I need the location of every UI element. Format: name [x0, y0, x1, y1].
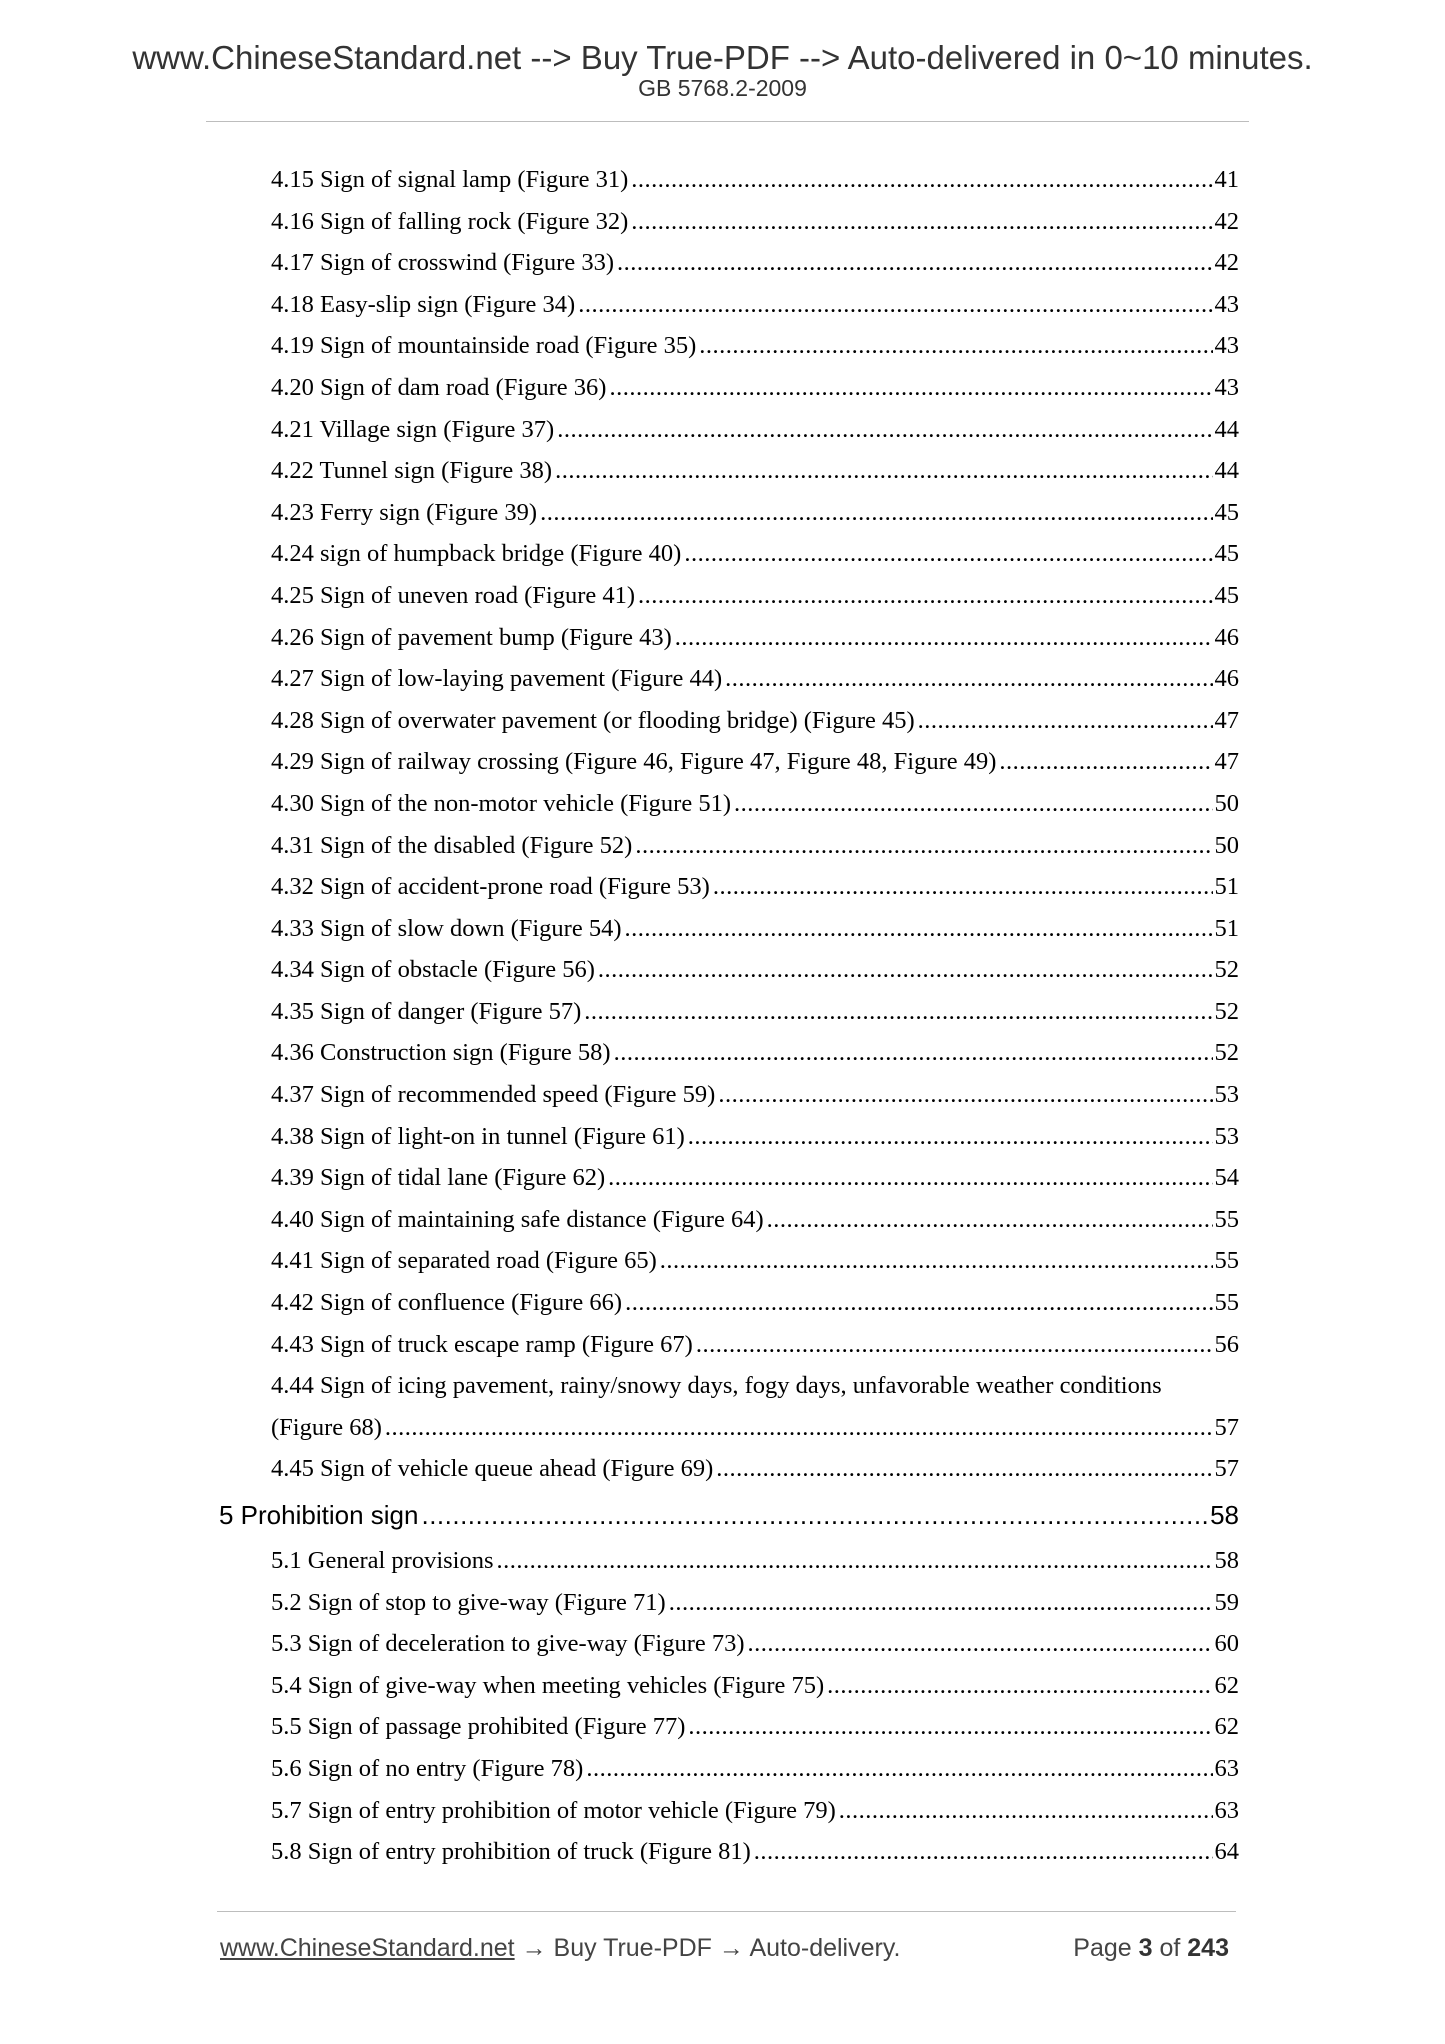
toc-entry-title: 4.42 Sign of confluence (Figure 66): [271, 1289, 623, 1317]
toc-entry-page: 46: [1214, 623, 1239, 651]
leader-dots: [748, 1623, 1213, 1665]
leader-dots: [734, 783, 1213, 825]
toc-entry[interactable]: [271, 325, 1239, 367]
arrow-right-icon: →: [521, 1934, 547, 1962]
toc-entry-title: 5.3 Sign of deceleration to give-way (Figure 73): [271, 1630, 745, 1658]
toc-entry-title: 4.25 Sign of uneven road (Figure 41): [271, 581, 636, 609]
toc-entry-title: (Figure 68): [271, 1413, 382, 1441]
toc-entry[interactable]: [271, 1623, 1239, 1665]
toc-entry[interactable]: [271, 1365, 1239, 1407]
delivery-text: Auto-delivery.: [749, 1934, 901, 1962]
leader-dots: [999, 741, 1212, 783]
toc-entry[interactable]: [271, 409, 1239, 451]
toc-entry-page: 53: [1214, 1081, 1239, 1109]
toc-entry-title: 4.15 Sign of signal lamp (Figure 31): [271, 166, 629, 193]
toc-entry[interactable]: [271, 367, 1239, 409]
leader-dots: [614, 1032, 1213, 1074]
toc-entry[interactable]: [271, 1282, 1239, 1324]
toc-entry-title: 4.19 Sign of mountainside road (Figure 35): [271, 332, 697, 360]
toc-entry[interactable]: [271, 1324, 1239, 1366]
toc-entry-title: 4.43 Sign of truck escape ramp (Figure 67): [271, 1330, 693, 1358]
toc-entry-page: 45: [1214, 540, 1239, 568]
toc-entry-title: 4.36 Construction sign (Figure 58): [271, 1039, 611, 1067]
toc-entry-title: 4.20 Sign of dam road (Figure 36): [271, 373, 607, 401]
toc-entry[interactable]: [271, 1665, 1239, 1707]
toc-entry-page: 47: [1214, 706, 1239, 734]
toc-entry-title: 4.23 Ferry sign (Figure 39): [271, 498, 538, 526]
leader-dots: [584, 991, 1212, 1033]
toc-entry-title: 4.32 Sign of accident-prone road (Figure 53): [271, 873, 710, 901]
toc-entry[interactable]: [271, 1074, 1239, 1116]
chapter-page: 58: [1210, 1500, 1239, 1530]
toc-entry-page: 55: [1214, 1247, 1239, 1275]
of-label: of: [1159, 1934, 1181, 1962]
leader-dots: [669, 1582, 1213, 1624]
toc-entry-page: 45: [1214, 498, 1239, 526]
toc-entry[interactable]: [271, 783, 1239, 825]
toc-entry[interactable]: [271, 1748, 1239, 1790]
toc-entry[interactable]: [271, 575, 1239, 617]
leader-dots: [625, 1282, 1212, 1324]
leader-dots: [725, 658, 1212, 700]
toc-entry-page: 56: [1214, 1330, 1239, 1358]
toc-entry-page: 64: [1214, 1838, 1239, 1866]
leader-dots: [918, 700, 1213, 742]
table-of-contents: [0, 159, 1445, 1873]
toc-entry[interactable]: [271, 991, 1239, 1033]
toc-entry[interactable]: [271, 700, 1239, 742]
total-pages: 243: [1187, 1934, 1229, 1962]
toc-entry[interactable]: [271, 1831, 1239, 1873]
leader-dots: [578, 284, 1212, 326]
site-banner: www.ChineseStandard.net --> Buy True-PDF --> Auto-delivered in 0~10 minutes.: [132, 39, 1313, 76]
toc-entry-title: 4.45 Sign of vehicle queue ahead (Figure 69): [271, 1455, 714, 1483]
toc-entry-page: 50: [1214, 789, 1239, 817]
leader-dots: [635, 825, 1212, 867]
leader-dots: [385, 1407, 1213, 1449]
toc-entry[interactable]: [271, 1582, 1239, 1624]
leader-dots: [624, 908, 1212, 950]
footer-promo: [220, 1928, 900, 1968]
toc-entry-title: 4.24 sign of humpback bridge (Figure 40): [271, 540, 682, 568]
leader-dots: [631, 201, 1212, 243]
toc-entry[interactable]: [271, 533, 1239, 575]
standard-number: GB 5768.2-2009: [638, 75, 807, 101]
leader-dots: [718, 1074, 1212, 1116]
toc-entry[interactable]: [271, 617, 1239, 659]
toc-entry[interactable]: [271, 741, 1239, 783]
toc-entry-title: 4.17 Sign of crosswind (Figure 33): [271, 249, 614, 277]
toc-entry-page: 60: [1214, 1630, 1239, 1658]
toc-entry-continuation[interactable]: [271, 1407, 1239, 1449]
toc-entry[interactable]: [271, 908, 1239, 950]
toc-entry-title: 5.7 Sign of entry prohibition of motor vehicle (Figure 79): [271, 1796, 836, 1824]
toc-entry-page: 43: [1214, 373, 1239, 401]
toc-entry-title: 4.39 Sign of tidal lane (Figure 62): [271, 1164, 606, 1192]
toc-entry-page: 52: [1214, 1039, 1239, 1067]
toc-entry-page: 57: [1214, 1455, 1239, 1483]
toc-entry[interactable]: [271, 1240, 1239, 1282]
toc-entry-title: 4.26 Sign of pavement bump (Figure 43): [271, 623, 672, 651]
leader-dots: [555, 450, 1212, 492]
toc-entry[interactable]: [271, 1448, 1239, 1490]
leader-dots: [716, 1448, 1212, 1490]
toc-entry-title: 5.4 Sign of give-way when meeting vehicles (Figure 75): [271, 1671, 825, 1699]
leader-dots: [608, 1157, 1212, 1199]
buy-text: Buy True-PDF: [553, 1934, 712, 1962]
toc-entry-title: 4.34 Sign of obstacle (Figure 56): [271, 956, 595, 984]
toc-entry-page: 43: [1214, 290, 1239, 318]
toc-entry[interactable]: [271, 1790, 1239, 1832]
leader-dots: [631, 159, 1212, 201]
leader-dots: [586, 1748, 1212, 1790]
toc-entry[interactable]: [271, 159, 1239, 201]
arrow-right-icon: →: [718, 1934, 744, 1962]
toc-entry-title: 5.1 General provisions: [271, 1547, 494, 1574]
leader-dots: [557, 409, 1212, 451]
toc-entry[interactable]: [271, 1032, 1239, 1074]
toc-entry-page: 55: [1214, 1289, 1239, 1317]
leader-dots: [598, 949, 1213, 991]
toc-entry-title: 4.33 Sign of slow down (Figure 54): [271, 914, 622, 942]
toc-entry-title: 4.29 Sign of railway crossing (Figure 46, Figure 47, Figure 48, Figure 49): [271, 748, 997, 776]
toc-entry-page: 42: [1214, 249, 1239, 277]
toc-entry[interactable]: [271, 492, 1239, 534]
toc-chapter-heading[interactable]: [219, 1490, 1239, 1540]
toc-entry-page: 52: [1214, 997, 1239, 1025]
toc-entry-title: 4.31 Sign of the disabled (Figure 52): [271, 831, 633, 859]
leader-dots: [638, 575, 1212, 617]
leader-dots: [699, 325, 1212, 367]
toc-entry[interactable]: [271, 1706, 1239, 1748]
toc-entry-page: 58: [1214, 1547, 1239, 1574]
toc-entry-page: 57: [1214, 1413, 1239, 1441]
toc-entry-page: 42: [1214, 207, 1239, 235]
toc-entry-title: 4.30 Sign of the non-motor vehicle (Figure 51): [271, 789, 731, 817]
leader-dots: [540, 492, 1212, 534]
toc-entry[interactable]: [271, 450, 1239, 492]
toc-entry-page: 62: [1214, 1713, 1239, 1741]
leader-dots: [754, 1831, 1213, 1873]
toc-entry-page: 46: [1214, 665, 1239, 693]
toc-entry-title: 5.8 Sign of entry prohibition of truck (Figure 81): [271, 1838, 751, 1866]
toc-entry-page: 50: [1214, 831, 1239, 859]
toc-entry-title: 4.27 Sign of low-laying pavement (Figure 44): [271, 665, 723, 693]
leader-dots: [696, 1324, 1213, 1366]
toc-entry[interactable]: [271, 1157, 1239, 1199]
leader-dots: [497, 1540, 1213, 1582]
leader-dots: [421, 1490, 1208, 1540]
toc-entry-title: 4.35 Sign of danger (Figure 57): [271, 997, 582, 1025]
toc-entry-title: 4.28 Sign of overwater pavement (or flooding bridge) (Figure 45): [271, 706, 915, 734]
page-counter: [1073, 1928, 1229, 1968]
toc-entry-page: 43: [1214, 332, 1239, 360]
toc-entry[interactable]: [271, 658, 1239, 700]
toc-entry-title: 4.22 Tunnel sign (Figure 38): [271, 457, 553, 485]
toc-entry-page: 55: [1214, 1205, 1239, 1233]
toc-entry-page: 47: [1214, 748, 1239, 776]
toc-entry-title: 4.44 Sign of icing pavement, rainy/snowy days, fogy days, unfavorable weather conditions: [271, 1372, 1162, 1400]
page-label: Page: [1073, 1934, 1132, 1962]
toc-entry-page: 51: [1214, 873, 1239, 901]
leader-dots: [609, 367, 1212, 409]
toc-entry-title: 4.37 Sign of recommended speed (Figure 59): [271, 1081, 716, 1109]
toc-entry-title: 4.38 Sign of light-on in tunnel (Figure 61): [271, 1122, 685, 1150]
chapter-title: 5 Prohibition sign: [219, 1500, 419, 1530]
toc-entry-title: 4.21 Village sign (Figure 37): [271, 415, 555, 443]
toc-entry-page: 63: [1214, 1796, 1239, 1824]
leader-dots: [684, 533, 1212, 575]
toc-entry[interactable]: [271, 949, 1239, 991]
header-divider: [206, 121, 1249, 122]
toc-entry[interactable]: [271, 1116, 1239, 1158]
toc-entry-title: 4.41 Sign of separated road (Figure 65): [271, 1247, 657, 1275]
leader-dots: [827, 1665, 1212, 1707]
leader-dots: [617, 242, 1213, 284]
toc-entry-page: 44: [1214, 457, 1239, 485]
leader-dots: [675, 617, 1213, 659]
toc-entry[interactable]: [271, 866, 1239, 908]
toc-entry[interactable]: [271, 284, 1239, 326]
toc-entry-page: 45: [1214, 581, 1239, 609]
leader-dots: [767, 1199, 1213, 1241]
toc-entry[interactable]: [271, 1199, 1239, 1241]
toc-entry-page: 54: [1214, 1164, 1239, 1192]
leader-dots: [688, 1116, 1213, 1158]
leader-dots: [713, 866, 1213, 908]
site-link[interactable]: www.ChineseStandard.net: [220, 1934, 515, 1962]
toc-entry-page: 44: [1214, 415, 1239, 443]
toc-entry-page: 52: [1214, 956, 1239, 984]
toc-entry-title: 4.40 Sign of maintaining safe distance (Figure 64): [271, 1205, 764, 1233]
toc-entry-page: 62: [1214, 1671, 1239, 1699]
toc-entry[interactable]: [271, 242, 1239, 284]
footer-divider: [217, 1911, 1236, 1912]
toc-entry-page: 59: [1214, 1588, 1239, 1616]
page-footer: [0, 1928, 1445, 1968]
toc-entry-page: 51: [1214, 914, 1239, 942]
toc-entry-title: 5.6 Sign of no entry (Figure 78): [271, 1754, 584, 1782]
leader-dots: [660, 1240, 1213, 1282]
toc-entry[interactable]: [271, 1540, 1239, 1582]
toc-entry-title: 4.18 Easy-slip sign (Figure 34): [271, 290, 576, 318]
leader-dots: [839, 1790, 1213, 1832]
toc-entry-title: 5.5 Sign of passage prohibited (Figure 77): [271, 1713, 686, 1741]
leader-dots: [688, 1706, 1212, 1748]
toc-entry[interactable]: [271, 825, 1239, 867]
toc-entry-title: 5.2 Sign of stop to give-way (Figure 71): [271, 1588, 666, 1616]
toc-entry-title: 4.16 Sign of falling rock (Figure 32): [271, 207, 629, 235]
toc-entry-page: 53: [1214, 1122, 1239, 1150]
toc-entry-page: 41: [1214, 166, 1239, 193]
toc-entry[interactable]: [271, 201, 1239, 243]
current-page: 3: [1138, 1934, 1153, 1962]
toc-entry-page: 63: [1214, 1754, 1239, 1782]
